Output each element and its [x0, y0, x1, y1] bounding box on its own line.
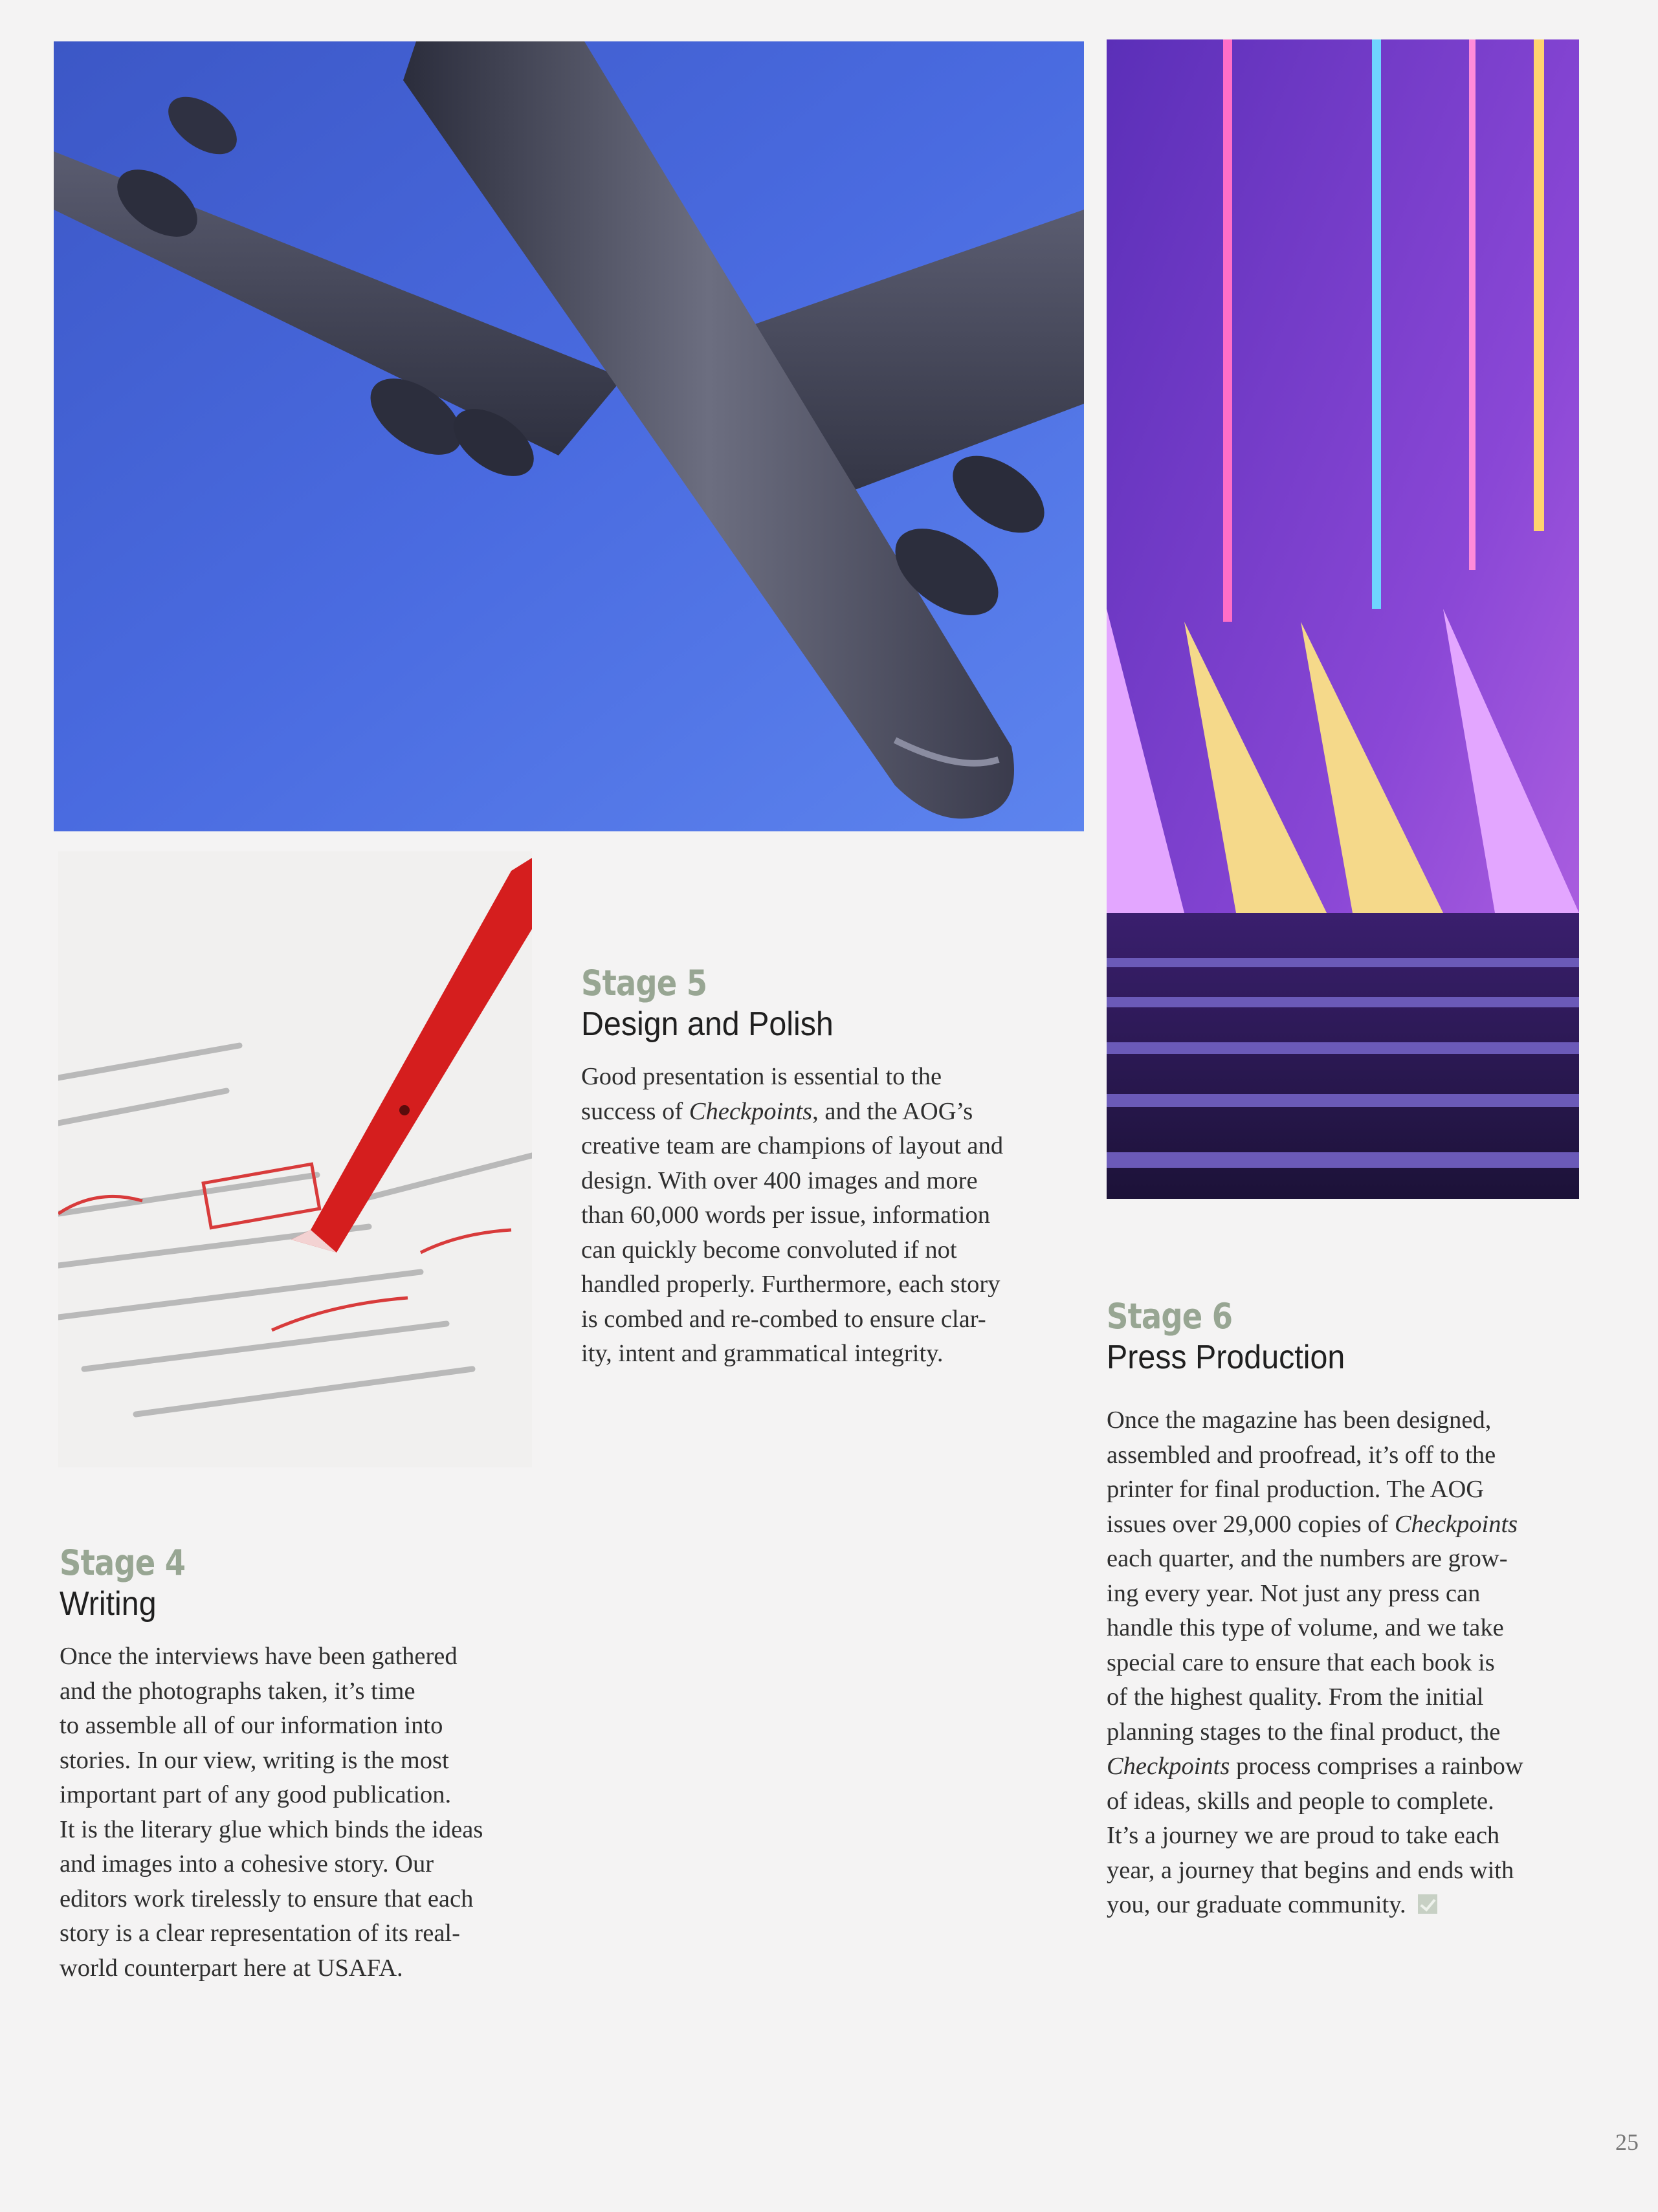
- stage-body: [581, 1060, 1073, 1372]
- chapel-illustration: [1107, 39, 1579, 1199]
- stage-body: [1107, 1403, 1598, 1923]
- body-line: stories. In our view, writing is the most: [60, 1746, 449, 1774]
- page-number: 25: [1615, 2129, 1639, 2155]
- body-line: of ideas, skills and people to complete.: [1107, 1787, 1494, 1815]
- body-line: story is a clear representation of its real-: [60, 1920, 460, 1947]
- body-line: Once the magazine has been designed,: [1107, 1407, 1492, 1434]
- body-line: to assemble all of our information into: [60, 1712, 443, 1739]
- body-line: planning stages to the final product, the: [1107, 1718, 1501, 1746]
- stage-5-section: [581, 963, 1073, 1372]
- body-text: process comprises a rainbow: [1230, 1753, 1523, 1780]
- body-line: [1107, 1507, 1598, 1542]
- stage-number: Stage 6: [1107, 1296, 1233, 1337]
- body-line: and the photographs taken, it’s time: [60, 1677, 415, 1705]
- body-line: handle this type of volume, and we take: [1107, 1614, 1504, 1641]
- body-text: you, our graduate community.: [1107, 1891, 1406, 1918]
- body-line: [581, 1095, 1073, 1130]
- stage-number: Stage 5: [581, 963, 707, 1003]
- stage-body: [60, 1639, 551, 1986]
- stage-title: Writing: [60, 1585, 157, 1623]
- body-line: world counterpart here at USAFA.: [60, 1954, 403, 1982]
- body-line: Once the interviews have been gathered: [60, 1643, 458, 1670]
- body-text: issues over 29,000 copies of: [1107, 1510, 1395, 1538]
- body-line: is combed and re-combed to ensure clar-: [581, 1305, 986, 1333]
- body-line: creative team are champions of layout and: [581, 1132, 1004, 1159]
- body-line: design. With over 400 images and more: [581, 1166, 978, 1194]
- body-line: of the highest quality. From the initial: [1107, 1683, 1484, 1711]
- body-line: assembled and proofread, it’s off to the: [1107, 1441, 1496, 1469]
- end-mark-icon: [1418, 1894, 1437, 1914]
- stage-title: Press Production: [1107, 1339, 1345, 1376]
- body-line: than 60,000 words per issue, information: [581, 1201, 990, 1229]
- publication-name: Checkpoints: [1107, 1753, 1230, 1780]
- red-pen-proofreading-photo: [58, 851, 532, 1467]
- body-text: success of: [581, 1097, 689, 1125]
- aircraft-photo: [54, 41, 1084, 831]
- aircraft-illustration: [54, 41, 1084, 831]
- stage-number: Stage 4: [60, 1542, 186, 1583]
- body-line: printer for final production. The AOG: [1107, 1476, 1485, 1503]
- body-line: special care to ensure that each book is: [1107, 1648, 1495, 1676]
- body-line: Good presentation is essential to the: [581, 1063, 942, 1090]
- body-line: year, a journey that begins and ends with: [1107, 1856, 1514, 1884]
- body-line: It is the literary glue which binds the ideas: [60, 1815, 483, 1843]
- body-line: handled properly. Furthermore, each story: [581, 1271, 1000, 1298]
- body-line: and images into a cohesive story. Our: [60, 1850, 434, 1878]
- body-line: ity, intent and grammatical integrity.: [581, 1340, 944, 1367]
- publication-name: Checkpoints: [689, 1097, 813, 1125]
- body-line: [1107, 1749, 1598, 1784]
- body-line: important part of any good publication.: [60, 1781, 452, 1808]
- stage-4-section: [60, 1542, 551, 1986]
- body-text: , and the AOG’s: [812, 1097, 973, 1125]
- body-line: ing every year. Not just any press can: [1107, 1579, 1481, 1607]
- body-line: [1107, 1888, 1598, 1923]
- body-line: editors work tirelessly to ensure that each: [60, 1885, 474, 1912]
- publication-name: Checkpoints: [1394, 1510, 1518, 1538]
- stage-6-section: [1107, 1296, 1598, 1923]
- pen-illustration: [58, 851, 532, 1467]
- body-line: can quickly become convoluted if not: [581, 1236, 957, 1264]
- stage-title: Design and Polish: [581, 1005, 834, 1043]
- chapel-interior-photo: [1107, 39, 1579, 1199]
- body-line: It’s a journey we are proud to take each: [1107, 1822, 1500, 1849]
- body-line: each quarter, and the numbers are grow-: [1107, 1545, 1508, 1572]
